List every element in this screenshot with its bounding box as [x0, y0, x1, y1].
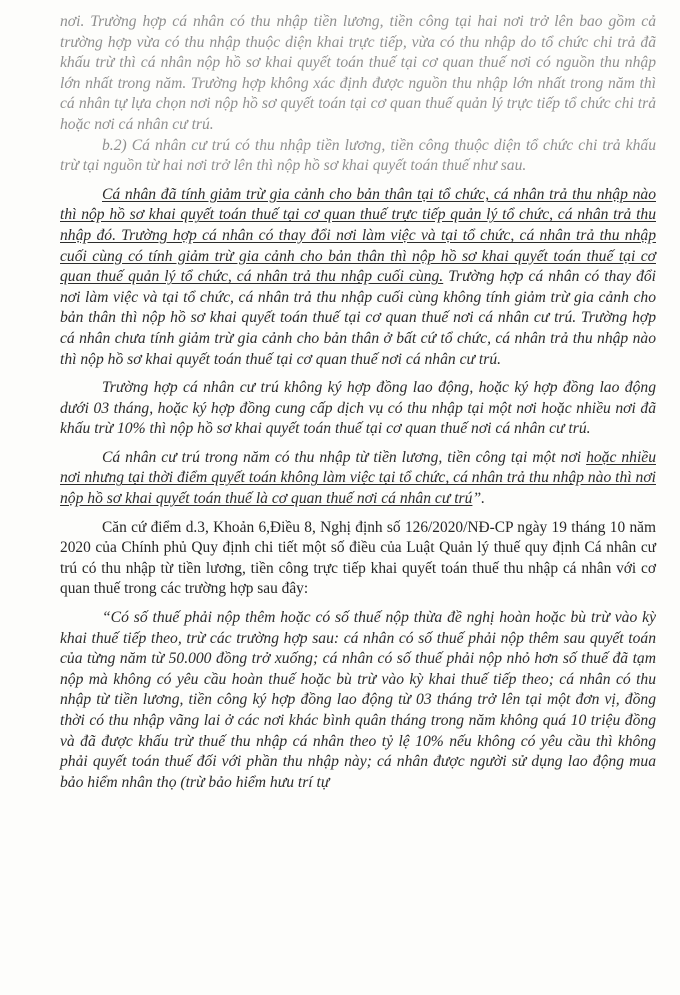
closing-quote: ”. [472, 490, 486, 508]
paragraph-5 [60, 448, 656, 510]
underlined-text: hoặc nhiều nơi nhưng tại thời điểm quyết toán không làm việc tại tổ chức, cá nhân trả thu nhập nào thì nơi nộp hồ sơ khai quyết toán thuế là cơ quan thuế nơi cá nhân cư trú [60, 448, 656, 508]
paragraph-2: b.2) Cá nhân cư trú có thu nhập tiền lương, tiền công thuộc diện tổ chức chi trả khấu trừ tại nguồn từ hai nơi trở lên thì nộp hồ sơ khai quyết toán thuế như sau. [60, 136, 656, 175]
paragraph-3 [60, 185, 656, 370]
paragraph-4: Trường hợp cá nhân cư trú không ký hợp đồng lao động, hoặc ký hợp đồng lao động dưới 03 tháng, hoặc ký hợp đồng cung cấp dịch vụ có thu nhập tại một nơi hoặc nhiều nơi đã khấu trừ 10% thì nộp hồ sơ khai quyết toán thuế tại cơ quan thuế nơi cá nhân cư trú. [60, 379, 656, 438]
paragraph-6: Căn cứ điểm d.3, Khoản 6,Điều 8, Nghị định số 126/2020/NĐ-CP ngày 19 tháng 10 năm 2020 của Chính phủ Quy định chi tiết một số điều của Luật Quản lý thuế quy định Cá nhân cư trú có thu nhập từ tiền lương, tiền công trực tiếp khai quyết toán thuế thu nhập cá nhân với cơ quan thuế trong các trường hợp sau đây: [60, 518, 656, 598]
plain-text: Trường hợp cá nhân có thay đổi nơi làm việc và tại tổ chức, cá nhân trả thu nhập cuối cùng không tính giảm trừ gia cảnh cho bản thân thì nộp hồ sơ khai quyết toán thuế tại cơ quan thuế nơi cá nhân cư trú. Trường hợp cá nhân chưa tính giảm trừ gia cảnh cho bản thân ở bất cứ tổ chức, cá nhân trả thu nhập nào thì nộp hồ sơ khai quyết toán thuế tại cơ quan thuế nơi cá nhân cư trú. [60, 268, 656, 368]
underlined-text: Cá nhân đã tính giảm trừ gia cảnh cho bản thân tại tổ chức, cá nhân trả thu nhập nào thì nộp hồ sơ khai quyết toán thuế tại cơ quan thuế trực tiếp quản lý tổ chức, cá nhân trả thu nhập đó. Trường hợp cá nhân có thay đổi nơi làm việc và tại tổ chức, cá nhân trả thu nhập cuối cùng có tính giảm trừ gia cảnh cho bản thân thì nộp hồ sơ khai quyết toán thuế tại cơ quan thuế quản lý tổ chức, cá nhân trả thu nhập cuối cùng. [60, 185, 656, 286]
paragraph-7: “Có số thuế phải nộp thêm hoặc có số thuế nộp thừa đề nghị hoàn hoặc bù trừ vào kỳ khai thuế tiếp theo, trừ các trường hợp sau: cá nhân có số thuế phải nộp thêm sau quyết toán của từng năm từ 50.000 đồng trở xuống; cá nhân có số thuế phải nộp nhỏ hơn số thuế đã tạm nộp mà không có yêu cầu hoàn thuế hoặc bù trừ vào kỳ khai thuế tiếp theo; cá nhân có thu nhập từ tiền lương, tiền công ký hợp đồng lao động từ 03 tháng trở lên tại một đơn vị, đồng thời có thu nhập vãng lai ở các nơi khác bình quân tháng trong năm không quá 10 triệu đồng và đã được khấu trừ thuế thu nhập cá nhân theo tỷ lệ 10% nếu không có yêu cầu thì không phải quyết toán thuế đối với phần thu nhập này; cá nhân được người sử dụng lao động mua bảo hiểm nhân thọ (trừ bảo hiểm hưu trí tự [60, 609, 656, 791]
paragraph-1: nơi. Trường hợp cá nhân có thu nhập tiền lương, tiền công tại hai nơi trở lên bao gồm cả trường hợp vừa có thu nhập thuộc diện khai trực tiếp, vừa có thu nhập do tổ chức chi trả đã khấu trừ thì cá nhân nộp hồ sơ khai quyết toán thuế tại cơ quan thuế nơi có nguồn thu nhập lớn nhất trong năm. Trường hợp không xác định được nguồn thu nhập lớn nhất trong năm thì cá nhân tự lựa chọn nơi nộp hồ sơ quyết toán tại cơ quan thuế quản lý trực tiếp tổ chức chi trả hoặc nơi cá nhân cư trú. [60, 13, 656, 133]
plain-text: Cá nhân cư trú trong năm có thu nhập từ tiền lương, tiền công tại một nơi [102, 448, 587, 466]
